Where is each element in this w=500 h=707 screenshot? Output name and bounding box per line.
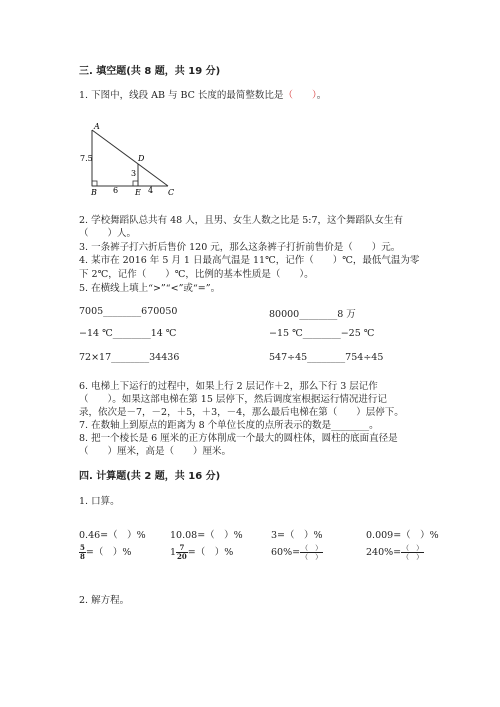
calc-question-1: 1. 口算。 [79, 496, 120, 507]
calc-2-2: 1 $\frac{7}{20}$ =（ ）% [170, 543, 234, 561]
section-4-heading: 四. 计算题(共 2 题，共 16 分) [79, 471, 221, 482]
label-b: B [91, 188, 97, 196]
calc-2-1: $\frac{5}{8}$ =（ ）% [80, 543, 132, 561]
blank-fraction: $\frac{( )}{( )}$ [301, 544, 323, 561]
question-7: 7. 在数轴上到原点的距离为 8 个单位长度的点所表示的数是________。 [79, 420, 379, 431]
question-4-line-1: 4. 某市在 2016 年 5 月 1 日最高气温是 11℃，记作（ ）℃，最低气温为零 [79, 255, 420, 266]
calc-2-4: 240%= $\frac{( )}{( )}$ [366, 544, 424, 561]
question-6-line-2: （ ）。如果这部电梯在第 15 层停下，然后调度室根据运行情况进行记 [79, 394, 387, 405]
fraction-7-20: $\frac{7}{20}$ [177, 543, 187, 561]
calc-2-3: 60%= $\frac{( )}{( )}$ [271, 544, 323, 561]
section-3-heading: 三. 填空题(共 8 题，共 19 分) [79, 66, 221, 77]
compare-3-right: 547÷45________754÷45 [269, 352, 384, 363]
calc-1-3: 3=（ ）% [271, 530, 323, 541]
calc-question-2: 2. 解方程。 [79, 595, 130, 606]
compare-1-right: 80000________8 万 [269, 309, 356, 320]
label-c: C [168, 188, 175, 196]
question-1-blank: （ ） [283, 90, 317, 101]
dim-ec: 4 [148, 186, 154, 195]
question-2-line-2: （ ）人。 [79, 228, 137, 239]
compare-3-left: 72×17________34436 [79, 352, 180, 363]
dim-be: 6 [113, 186, 119, 195]
question-3: 3. 一条裤子打六折后售价 120 元，那么这条裤子打折前售价是（ ）元。 [79, 242, 401, 253]
label-a: A [94, 122, 100, 131]
dim-de: 3 [131, 169, 137, 178]
question-8-line-2: （ ）厘米，高是（ ）厘米。 [79, 446, 232, 457]
calc-1-4: 0.009=（ ）% [366, 530, 439, 541]
question-1 [79, 87, 326, 101]
question-4-line-2: 下 2℃，记作（ ）℃，比例的基本性质是（ ）。 [79, 269, 314, 280]
question-6-line-1: 6. 电梯上下运行的过程中，如果上行 2 层记作＋2，那么下行 3 层记作 [79, 381, 378, 392]
blank-fraction: $\frac{( )}{( )}$ [402, 544, 424, 561]
question-1-end: 。 [316, 90, 327, 101]
question-6-line-3: 录，依次是－7，－2，＋5，＋3，－4，那么最后电梯在第（ ）层停下。 [79, 407, 404, 418]
calc-1-1: 0.46=（ ）% [79, 530, 146, 541]
question-5: 5. 在横线上填上“>”“<”或“=”。 [79, 283, 221, 294]
label-e: E [135, 188, 141, 196]
triangle-figure [80, 118, 180, 196]
fraction-5-8: $\frac{5}{8}$ [80, 543, 85, 561]
question-2-line-1: 2. 学校舞蹈队总共有 48 人，且男、女生人数之比是 5:7，这个舞蹈队女生有 [79, 215, 404, 226]
compare-1-left: 7005________670050 [79, 306, 178, 317]
question-8-line-1: 8. 把一个棱长是 6 厘米的正方体削成一个最大的圆柱体，圆柱的底面直径是 [79, 433, 398, 444]
question-1-text: 1. 下图中，线段 AB 与 BC 长度的最简整数比是 [79, 90, 284, 101]
compare-2-left: −14 ℃________14 ℃ [79, 328, 177, 339]
compare-2-right: −15 ℃________−25 ℃ [269, 328, 375, 339]
calc-1-2: 10.08=（ ）% [170, 530, 243, 541]
dim-ab: 7.5 [80, 154, 93, 163]
label-d: D [138, 154, 145, 163]
